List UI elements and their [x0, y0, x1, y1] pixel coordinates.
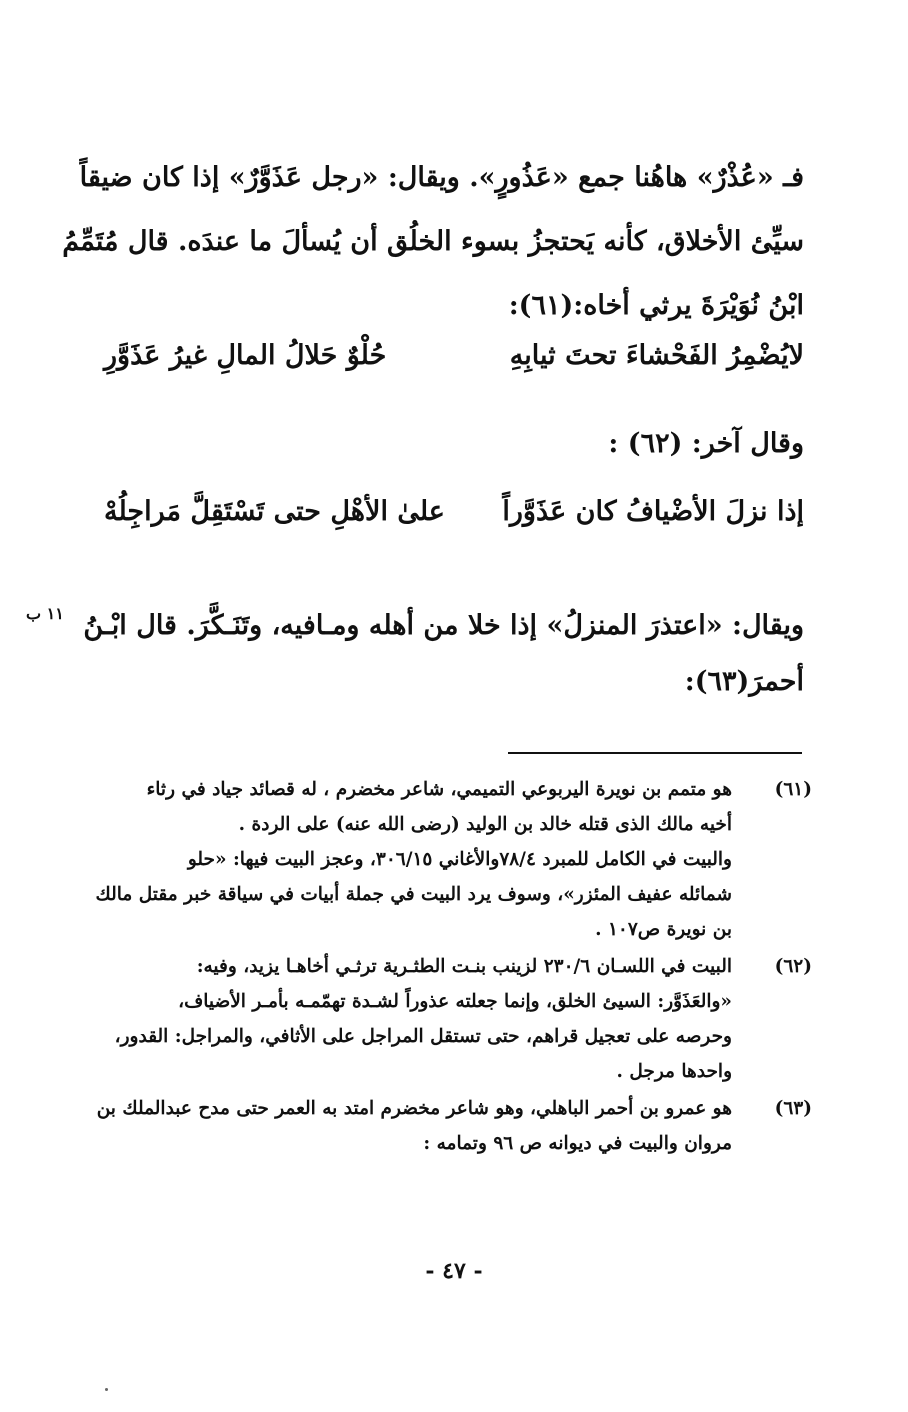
margin-folio-note: ١١ ب	[26, 604, 64, 623]
footnote-number: (٦١)	[774, 779, 812, 800]
verse-2	[104, 496, 804, 527]
footnote-line: والبيت في الكامل للمبرد ٧٨/٤والأغاني ٣٠٦/١٥، وعجز البيت فيها: «حلو	[187, 849, 732, 870]
page-number: - ٤٧ -	[425, 1258, 483, 1284]
footnote-63	[96, 1091, 812, 1161]
body-line: سيِّئ الأخلاق، كأنه يَحتجزُ بسوء الخلُق أن يُسألَ ما عندَه. قال مُتَمِّمُ	[62, 226, 804, 257]
body-line: ابْنُ نُوَيْرَةَ يرثي أخاه:(٦١):	[508, 290, 804, 321]
verse-2-first-hemistich: إذا نزلَ الأضْيافُ كان عَذَوَّراً	[502, 496, 804, 527]
footnote-line: البيت في اللسـان ٢٣٠/٦ لزينب بنـت الطثـرية ترثـي أخاهـا يزيد، وفيه:	[196, 956, 732, 977]
body-line: أحمرَ(٦٣):	[684, 666, 804, 697]
body-paragraph-2	[83, 598, 804, 710]
body-paragraph-1	[62, 146, 804, 338]
footnote-text	[112, 949, 732, 1089]
footnotes	[95, 772, 812, 1163]
verse-1-second-hemistich: حُلْوٌ حَلالُ المالِ غيرُ عَذَوَّرِ	[104, 340, 387, 371]
body-line: ويقال: «اعتذرَ المنزلُ» إذا خلا من أهله ومـافيه، وتَنَـكَّرَ. قال ابْـنُ	[83, 610, 804, 641]
footnote-line: أخيه مالك الذى قتله خالد بن الوليد (رضى الله عنه) على الردة .	[238, 814, 732, 835]
verse-1	[104, 340, 804, 371]
footnote-line: هو متمم بن نويرة اليربوعي التميمي، شاعر مخضرم ، له قصائد جياد في رثاء	[146, 779, 732, 800]
footnote-line: «والعَذَوَّر: السيئ الخلق، وإنما جعلته عذوراً لشـدة تهمّمـه بأمـر الأضياف،	[178, 991, 732, 1012]
verse-1-first-hemistich: لايُضْمِرُ الفَحْشاءَ تحتَ ثيابِهِ	[509, 340, 804, 371]
verse-2-second-hemistich: علىٰ الأهْلِ حتى تَسْتَقِلَّ مَراجِلُهْ	[104, 496, 445, 527]
footnote-text	[97, 1091, 732, 1161]
footnote-line: مروان والبيت في ديوانه ص ٩٦ وتمامه :	[423, 1133, 732, 1154]
footnote-line: هو عمرو بن أحمر الباهلي، وهو شاعر مخضرم امتد به العمر حتى مدح عبدالملك بن	[96, 1098, 732, 1119]
footnote-61	[95, 772, 812, 947]
footnote-62	[112, 949, 812, 1089]
footnote-line: شمائله عفيف المئزر»، وسوف يرد البيت في جملة أبيات في سياقة خبر مقتل مالك	[95, 884, 732, 905]
verse-2-intro: وقال آخر: (٦٢) :	[608, 428, 804, 459]
footnote-number: (٦٣)	[774, 1098, 812, 1119]
footnote-line: بن نويرة ص١٠٧ .	[595, 919, 732, 940]
footnote-line: وحرصه على تعجيل قراهم، حتى تستقل المراجل على الأثافي، والمراجل: القدور،	[114, 1026, 732, 1047]
body-line: فـ «عُذْرٌ» هاهُنا جمع «عَذُورٍ». ويقال: «رجل عَذَوَّرٌ» إذا كان ضيقاً	[79, 162, 804, 193]
footnote-text	[96, 772, 732, 947]
footnote-line: واحدها مرجل .	[616, 1061, 732, 1082]
footnote-separator	[508, 752, 802, 754]
footnote-number: (٦٢)	[774, 956, 812, 977]
page-speck	[105, 1388, 108, 1391]
